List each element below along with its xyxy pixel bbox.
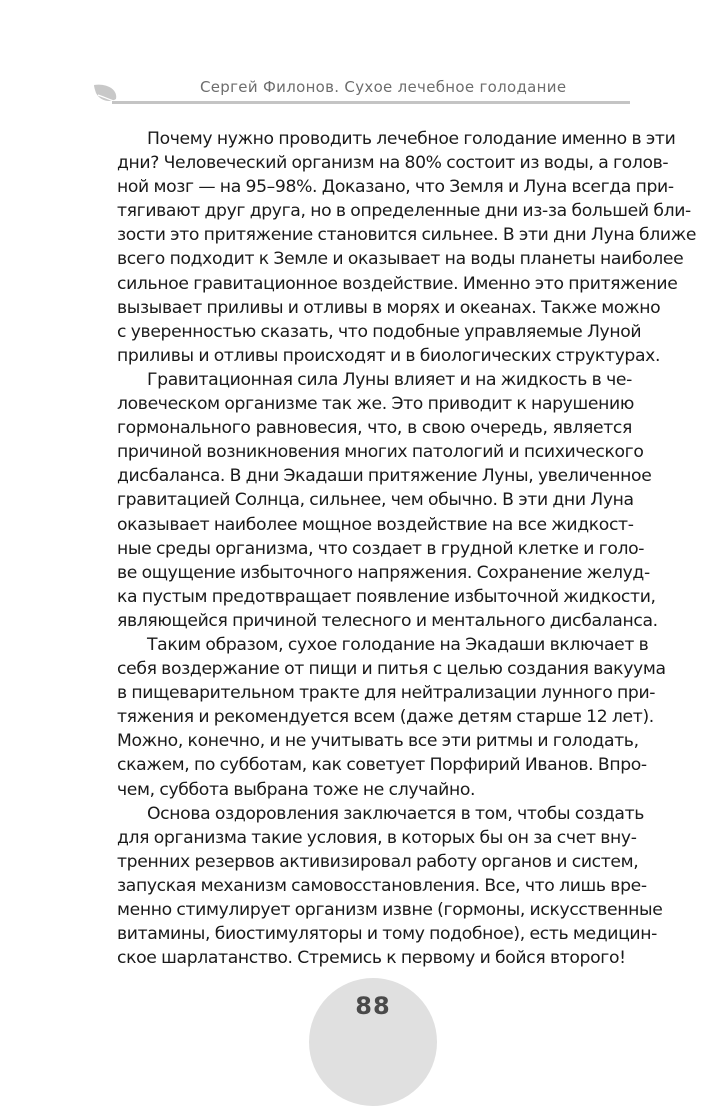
paragraph	[117, 633, 666, 802]
text-line: тягивают друг друга, но в определенные дни из-за большей бли-	[117, 201, 691, 222]
text-line: чем, суббота выбрана тоже не случайно.	[117, 779, 476, 800]
page-body	[117, 127, 697, 970]
paragraph	[117, 368, 658, 633]
text-line: приливы и отливы происходят и в биологических структурах.	[117, 345, 661, 366]
book-header-title: Сергей Филонов. Сухое лечебное голодание	[200, 78, 567, 96]
text-line: Гравитационная сила Луны влияет и на жидкость в че-	[147, 369, 632, 390]
text-line: причиной возникновения многих патологий и психического	[117, 442, 644, 463]
text-line: ве ощущение избыточного напряжения. Сохранение желуд-	[117, 562, 650, 583]
text-line: Почему нужно проводить лечебное голодание именно в эти	[147, 129, 676, 149]
text-line: дисбаланса. В дни Экадаши притяжение Луны, увеличенное	[117, 466, 652, 487]
text-line: с уверенностью сказать, что подобные управляемые Луной	[117, 321, 642, 342]
text-line: вызывает приливы и отливы в морях и океанах. Также можно	[117, 297, 661, 318]
text-line: всего подходит к Земле и оказывает на воды планеты наиболее	[117, 249, 684, 270]
paragraph	[117, 127, 697, 368]
text-line: оказывает наиболее мощное воздействие на все жидкост-	[117, 514, 634, 535]
text-line: ское шарлатанство. Стремись к первому и бойся второго!	[117, 948, 626, 969]
text-line: тренних резервов активизировал работу органов и систем,	[117, 851, 639, 872]
text-line: Таким образом, сухое голодание на Экадаши включает в	[147, 634, 649, 655]
text-line: себя воздержание от пищи и питья с целью создания вакуума	[117, 659, 666, 680]
text-line: запуская механизм самовосстановления. Все, что лишь вре-	[117, 875, 647, 896]
text-line: сильное гравитационное воздействие. Именно это притяжение	[117, 273, 678, 294]
header-rule	[112, 101, 630, 104]
text-line: ной мозг — на 95–98%. Доказано, что Земля и Луна всегда при-	[117, 177, 674, 198]
text-line: витамины, биостимуляторы и тому подобное), есть медицин-	[117, 924, 657, 945]
text-line: зости это притяжение становится сильнее. В эти дни Луна ближе	[117, 225, 697, 246]
text-line: скажем, по субботам, как советует Порфирий Иванов. Впро-	[117, 755, 647, 776]
text-line: гормонального равновесия, что, в свою очередь, является	[117, 418, 632, 439]
text-line: Основа оздоровления заключается в том, чтобы создать	[147, 803, 645, 824]
text-line: для организма такие условия, в которых бы он за счет вну-	[117, 827, 637, 848]
text-line: в пищеварительном тракте для нейтрализации лунного при-	[117, 683, 656, 704]
text-line: ные среды организма, что создает в грудной клетке и голо-	[117, 538, 645, 559]
text-line: являющейся причиной телесного и ментального дисбаланса.	[117, 610, 658, 631]
text-line: менно стимулирует организм извне (гормоны, искусственные	[117, 900, 663, 920]
text-line: дни? Человеческий организм на 80% состоит из воды, а голов-	[117, 153, 669, 174]
text-line: тяжения и рекомендуется всем (даже детям старше 12 лет).	[117, 707, 654, 728]
text-line: Можно, конечно, и не учитывать все эти ритмы и голодать,	[117, 731, 639, 752]
paragraph	[117, 802, 663, 971]
page-number: 88	[355, 992, 391, 1020]
text-line: ловеческом организме так же. Это приводит к нарушению	[117, 394, 634, 415]
text-line: гравитацией Солнца, сильнее, чем обычно. В эти дни Луна	[117, 490, 634, 511]
text-line: ка пустым предотвращает появление избыточной жидкости,	[117, 586, 656, 607]
